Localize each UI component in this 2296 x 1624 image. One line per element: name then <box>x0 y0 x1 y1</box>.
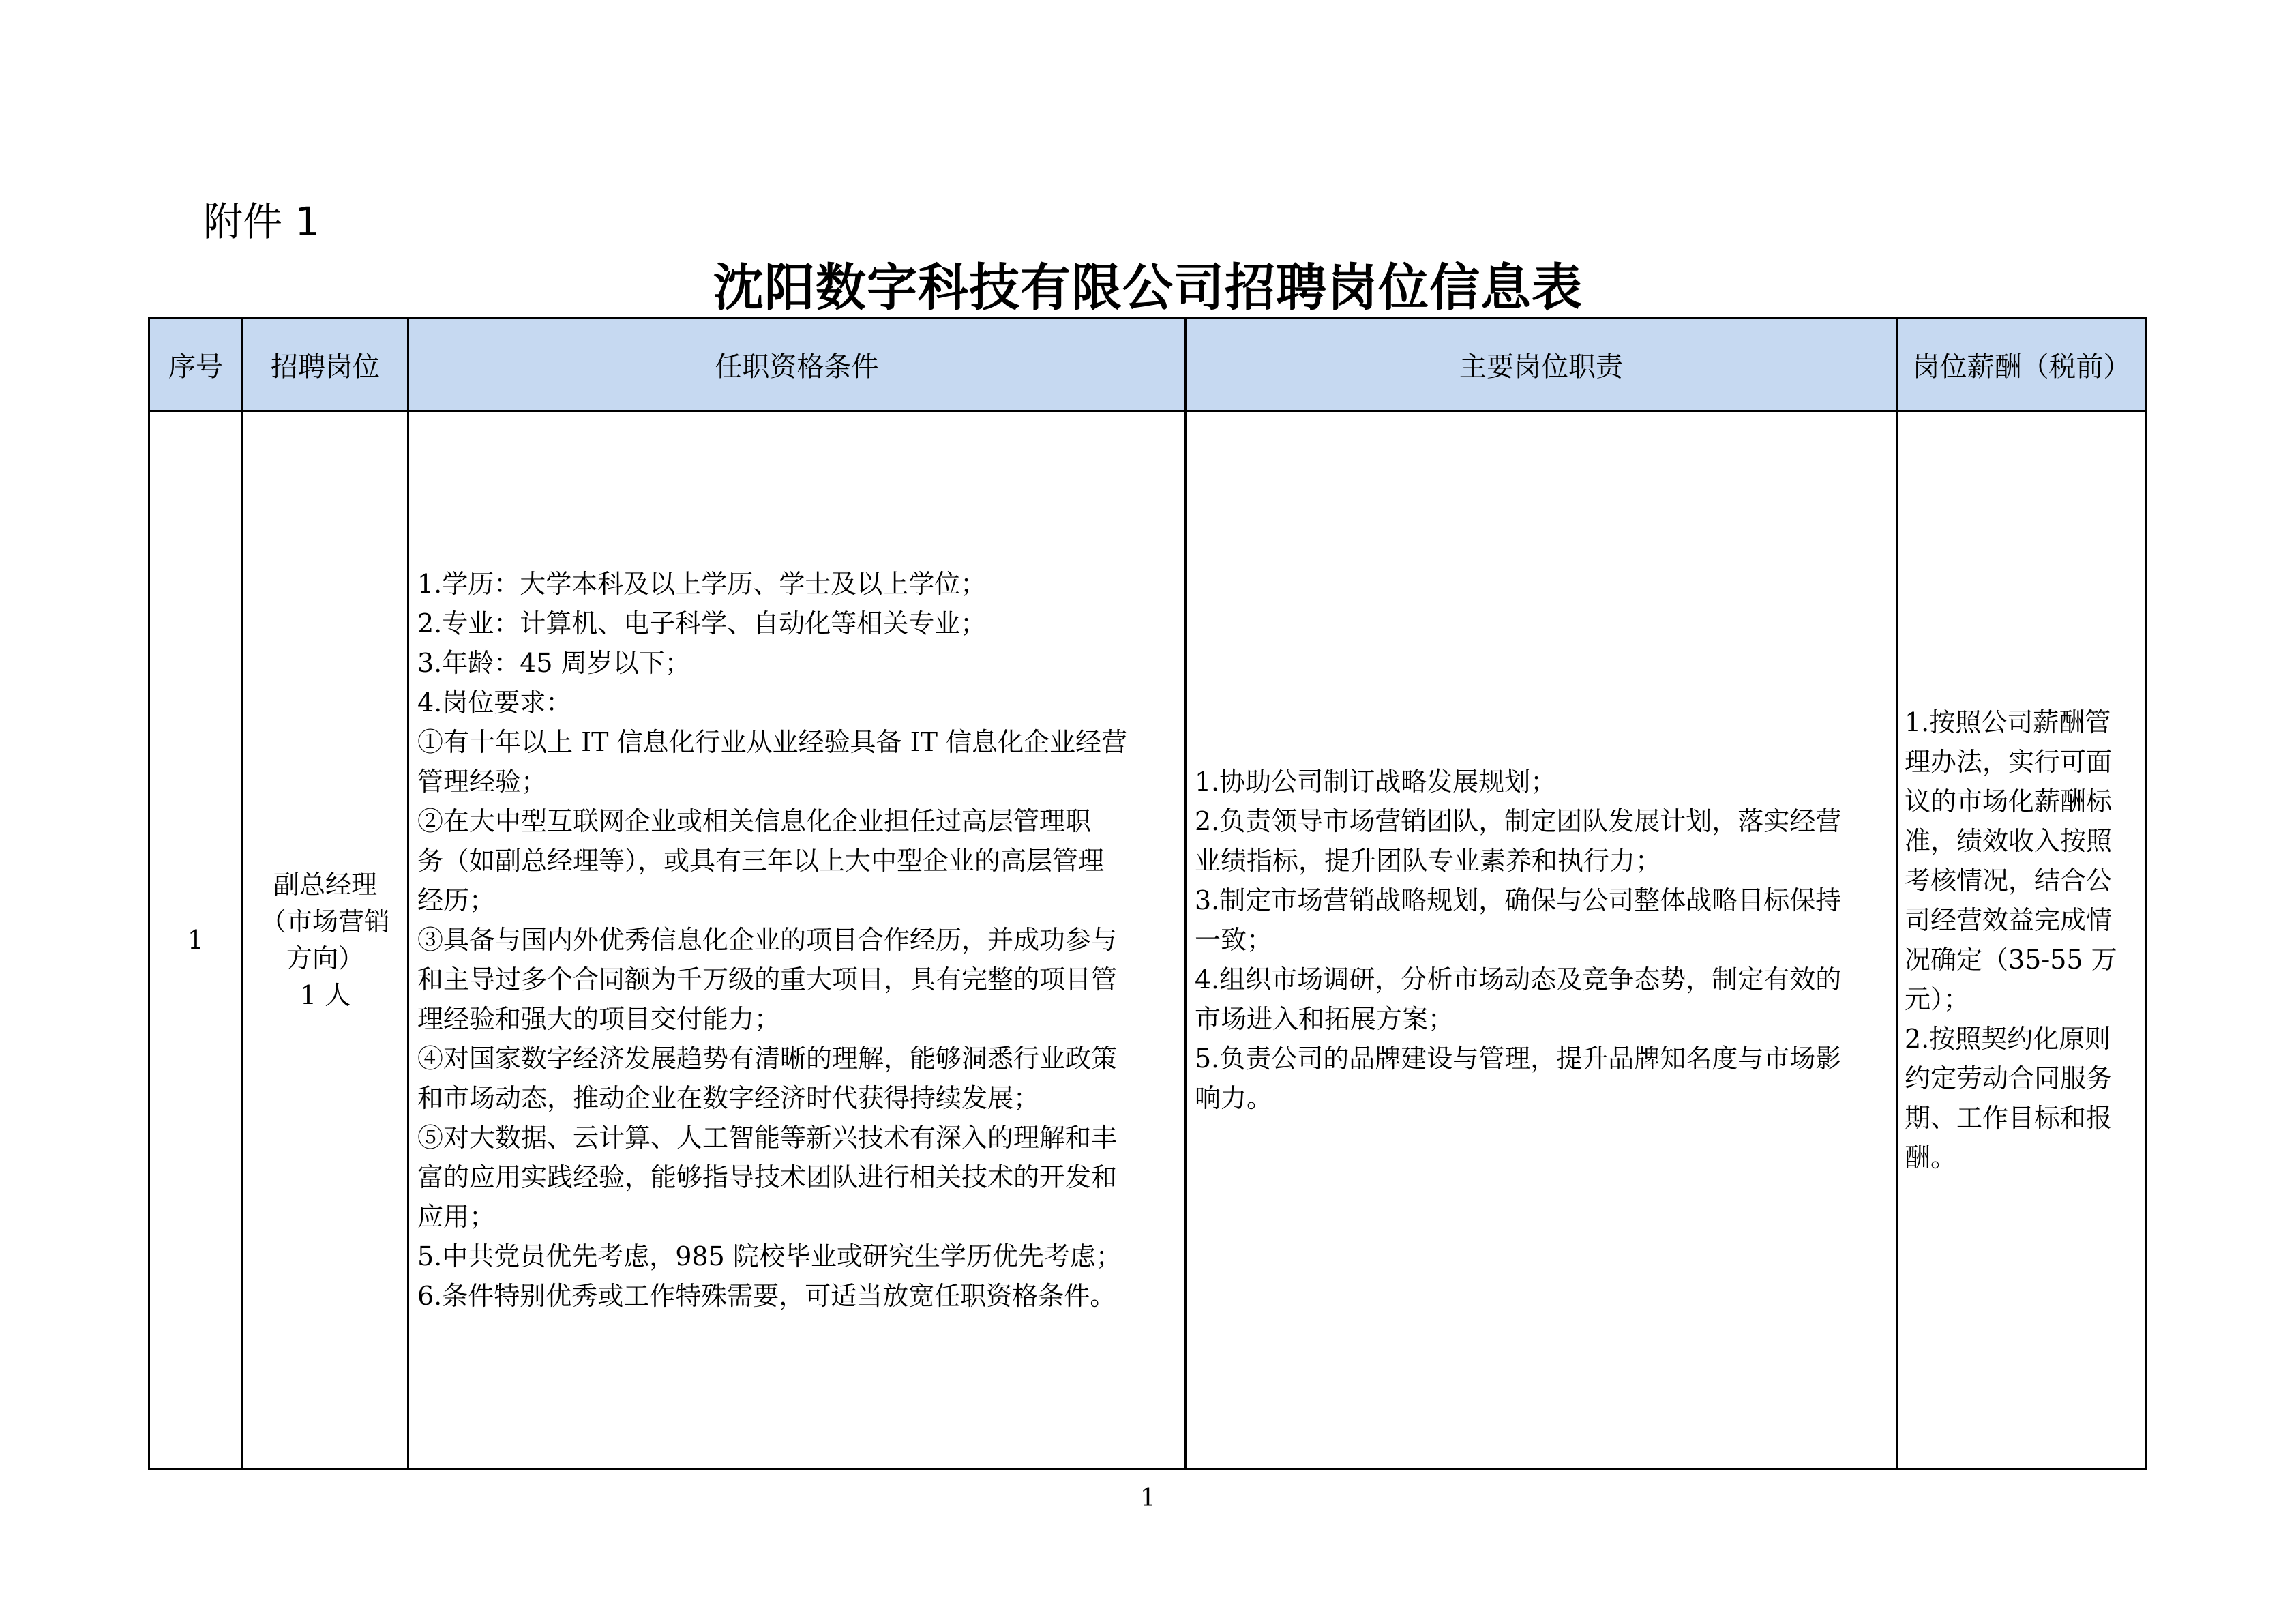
row-position <box>243 411 408 1469</box>
salary-line: 司经营效益完成情 <box>1905 905 2113 935</box>
duty-line: 3.制定市场营销战略规划，确保与公司整体战略目标保持 <box>1195 885 1842 915</box>
duty-line: 市场进入和拓展方案； <box>1195 1004 1455 1034</box>
header-duties: 主要岗位职责 <box>1186 319 1897 411</box>
row-salary <box>1897 411 2147 1469</box>
duty-line: 2.负责领导市场营销团队，制定团队发展计划，落实经营 <box>1195 806 1842 836</box>
duty-line: 业绩指标，提升团队专业素养和执行力； <box>1195 846 1662 876</box>
position-line: （市场营销 <box>260 906 390 936</box>
header-requirements: 任职资格条件 <box>408 319 1186 411</box>
requirement-line: 3.年龄：45 周岁以下； <box>417 648 691 678</box>
salary-line: 元）； <box>1905 984 1970 1014</box>
page-title: 沈阳数字科技有限公司招聘岗位信息表 <box>713 259 1583 317</box>
salary-line: 酬。 <box>1905 1142 1957 1172</box>
duty-line: 1.协助公司制订战略发展规划； <box>1195 767 1557 797</box>
position-line: 方向） <box>286 943 364 973</box>
table-row <box>149 411 2147 1469</box>
salary-line: 1.按照公司薪酬管 <box>1905 707 2111 737</box>
requirement-line: 理经验和强大的项目交付能力； <box>417 1004 781 1034</box>
position-line: 副总经理 <box>273 870 377 900</box>
salary-line: 约定劳动合同服务 <box>1905 1063 2113 1093</box>
requirement-line: 务（如副总经理等），或具有三年以上大中型企业的高层管理 <box>417 846 1105 876</box>
requirement-line: 5.中共党员优先考虑，985 院校毕业或研究生学历优先考虑； <box>417 1241 1122 1271</box>
salary-line: 考核情况，结合公 <box>1905 866 2113 896</box>
row-no: 1 <box>149 411 243 1469</box>
position-line: 1 人 <box>299 980 351 1010</box>
duty-line: 4.组织市场调研，分析市场动态及竞争态势，制定有效的 <box>1195 964 1842 994</box>
requirement-line: ②在大中型互联网企业或相关信息化企业担任过高层管理职 <box>417 806 1092 836</box>
requirement-line: 应用； <box>417 1202 496 1232</box>
row-requirements <box>408 411 1186 1469</box>
salary-line: 况确定（35-55 万 <box>1905 945 2117 975</box>
header-no: 序号 <box>149 319 243 411</box>
salary-line: 2.按照契约化原则 <box>1905 1024 2111 1054</box>
requirement-line: 4.岗位要求： <box>417 688 572 718</box>
duty-line: 一致； <box>1195 925 1273 955</box>
requirement-line: 1.学历：大学本科及以上学历、学士及以上学位； <box>417 569 987 599</box>
requirement-line: 管理经验； <box>417 767 548 797</box>
requirement-line: ④对国家数字经济发展趋势有清晰的理解，能够洞悉行业政策 <box>417 1044 1118 1074</box>
requirement-line: 和市场动态，推动企业在数字经济时代获得持续发展； <box>417 1083 1040 1113</box>
requirement-line: 经历； <box>417 885 496 915</box>
salary-line: 理办法，实行可面 <box>1905 747 2113 777</box>
requirement-line: 富的应用实践经验，能够指导技术团队进行相关技术的开发和 <box>417 1162 1118 1192</box>
requirement-line: ①有十年以上 IT 信息化行业从业经验具备 IT 信息化企业经营 <box>417 727 1128 757</box>
requirement-line: ③具备与国内外优秀信息化企业的项目合作经历，并成功参与 <box>417 925 1118 955</box>
requirement-line: 6.条件特别优秀或工作特殊需要，可适当放宽任职资格条件。 <box>417 1281 1116 1311</box>
table-header-row <box>149 319 2147 411</box>
salary-line: 期、工作目标和报 <box>1905 1103 2113 1133</box>
header-position: 招聘岗位 <box>243 319 408 411</box>
job-info-table <box>148 317 2147 1470</box>
row-duties <box>1186 411 1897 1469</box>
requirement-line: ⑤对大数据、云计算、人工智能等新兴技术有深入的理解和丰 <box>417 1123 1118 1153</box>
requirement-line: 和主导过多个合同额为千万级的重大项目，具有完整的项目管 <box>417 964 1118 994</box>
duty-line: 5.负责公司的品牌建设与管理，提升品牌知名度与市场影 <box>1195 1044 1842 1074</box>
header-salary: 岗位薪酬（税前） <box>1897 319 2147 411</box>
salary-line: 议的市场化薪酬标 <box>1905 786 2113 816</box>
duty-line: 响力。 <box>1195 1083 1273 1113</box>
salary-line: 准，绩效收入按照 <box>1905 826 2113 856</box>
attachment-label: 附件 1 <box>203 198 320 245</box>
requirement-line: 2.专业：计算机、电子科学、自动化等相关专业； <box>417 608 987 638</box>
page-number: 1 <box>1140 1484 1156 1512</box>
